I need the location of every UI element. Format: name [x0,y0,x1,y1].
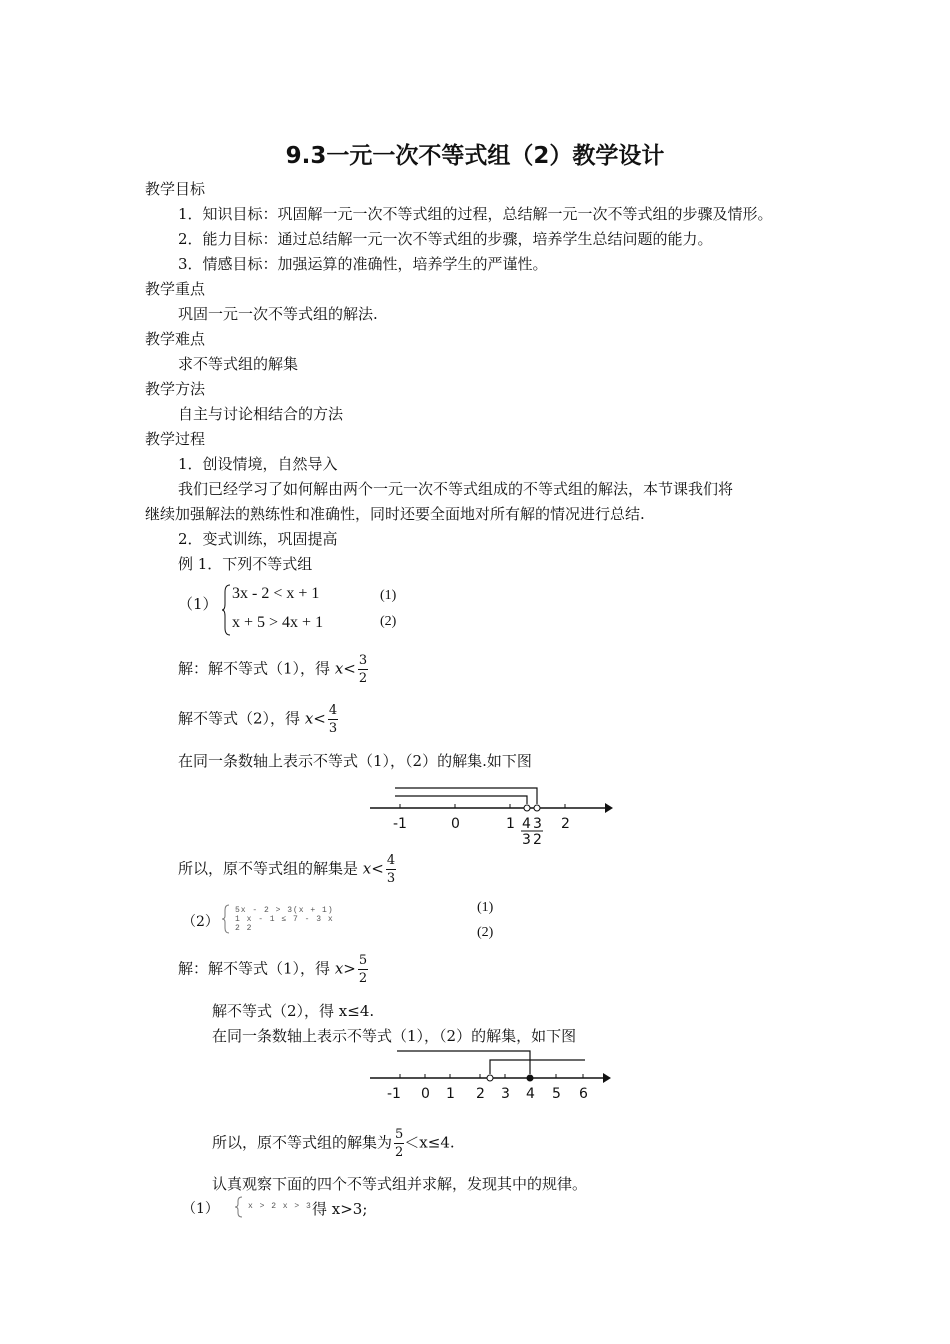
process-heading: 教学过程 [145,430,206,448]
open-point-5-2 [487,1075,493,1081]
ex1-brace [222,584,232,636]
tick-label-3: 3 [501,1086,510,1102]
tick-label-1: 1 [446,1086,455,1102]
step-1: 1．创设情境，自然导入 [178,455,338,473]
ex2-tag-2: (2) [477,925,494,940]
solution-line-x-lt-4-3 [395,796,527,804]
tick-label-neg1: -1 [387,1086,401,1102]
tick-label-6: 6 [579,1086,588,1102]
example-label: 例 1．下列不等式组 [178,555,313,573]
difficulty-heading: 教学难点 [145,330,206,348]
key-text: 巩固一元一次不等式组的解法. [178,305,378,323]
fraction-4-3: $\frac{4}{3}$ [328,703,338,736]
last-result: 得 x>3; [312,1200,368,1218]
ex2-solution-2: 解不等式（2），得 x≤4. [212,1002,375,1020]
ex1-tag-1: (1) [380,588,397,603]
key-heading: 教学重点 [145,280,206,298]
ex1-label: （1） [178,595,218,613]
tick-label-0: 0 [421,1086,430,1102]
fraction-5-2: $\frac{5}{2}$ [395,1127,404,1160]
axis-arrow [605,803,613,813]
tick-label-2: 2 [561,816,570,832]
method-text: 自主与讨论相结合的方法 [178,405,344,423]
tick-label-4: 4 [526,1086,535,1102]
tick-label-den-3: 3 [522,832,531,845]
goal-2: 2．能力目标：通过总结解一元一次不等式组的步骤，培养学生总结问题的能力。 [178,230,713,248]
goal-1: 1．知识目标：巩固解一元一次不等式组的过程，总结解一元一次不等式组的步骤及情形。 [178,205,773,223]
ex2-faint-line-1: 5x - 2 > 3(x + 1) [235,906,334,915]
open-point-4-3 [524,805,530,811]
tick-label-neg1: -1 [393,816,407,832]
intro-line-1: 我们已经学习了如何解由两个一元一次不等式组成的不等式组的解法，本节课我们将 [178,480,734,498]
fraction-5-2: $\frac{5}{2}$ [358,953,368,986]
page-title: 9.3一元一次不等式组（2）教学设计 [285,143,665,169]
ex1-ineq-1: 3x - 2 < x + 1 [232,585,320,602]
fraction-3-2: $\frac{3}{2}$ [358,653,368,686]
ex2-label: （2） [182,914,219,930]
goal-3: 3．情感目标：加强运算的准确性，培养学生的严谨性。 [178,255,548,273]
method-heading: 教学方法 [145,380,206,398]
ex2-solution-1: 解：解不等式（1），得 x> $\frac{5}{2}$ [178,953,368,986]
ex1-solution-2: 解不等式（2），得 x< $\frac{4}{3}$ [178,703,338,736]
fraction-4-3: $\frac{4}{3}$ [386,853,396,886]
ex2-conclusion: 所以，原不等式组的解集为 $\frac{5}{2}$ ＜x≤4. [212,1127,455,1160]
ex1-tag-2: (2) [380,614,397,629]
tick-label-den-2: 2 [533,832,542,845]
ex1-solution-1: 解：解不等式（1），得 x< $\frac{3}{2}$ [178,653,368,686]
tick-label-2: 2 [476,1086,485,1102]
ex2-faint-line-3: 2 2 [235,924,253,933]
tick-label-3: 3 [533,816,542,832]
ex1-numberline-caption: 在同一条数轴上表示不等式（1），（2）的解集.如下图 [178,752,532,770]
number-line-2 [365,1045,615,1105]
ex1-conclusion: 所以，原不等式组的解集是 x< $\frac{4}{3}$ [178,853,396,886]
tick-label-5: 5 [552,1086,561,1102]
solution-line-x-le-4 [397,1051,530,1074]
tick-label-1: 1 [506,816,515,832]
ex2-numberline-caption: 在同一条数轴上表示不等式（1），（2）的解集，如下图 [212,1027,577,1045]
ex2-tag-1: (1) [477,900,494,915]
last-faint-system: x > 2 x > 3 [248,1202,312,1211]
observe-text: 认真观察下面的四个不等式组并求解，发现其中的规律。 [212,1175,588,1193]
axis-arrow [603,1073,611,1083]
last-label: （1） [182,1201,219,1217]
number-line-1 [365,770,615,845]
tick-label-0: 0 [451,816,460,832]
intro-line-2: 继续加强解法的熟练性和准确性，同时还要全面地对所有解的情况进行总结. [145,505,645,523]
solution-line-x-gt-5-2 [490,1060,585,1074]
open-point-3-2 [534,805,540,811]
closed-point-4 [527,1075,533,1081]
ex2-faint-line-2: 1 x - 1 ≤ 7 - 3 x [235,915,334,924]
goals-heading: 教学目标 [145,180,206,198]
ex1-ineq-2: x + 5 > 4x + 1 [232,614,324,631]
ex2-brace [222,904,230,934]
tick-label-4: 4 [522,816,531,832]
step-2: 2．变式训练，巩固提高 [178,530,338,548]
difficulty-text: 求不等式组的解集 [178,355,299,373]
last-brace [235,1196,243,1218]
